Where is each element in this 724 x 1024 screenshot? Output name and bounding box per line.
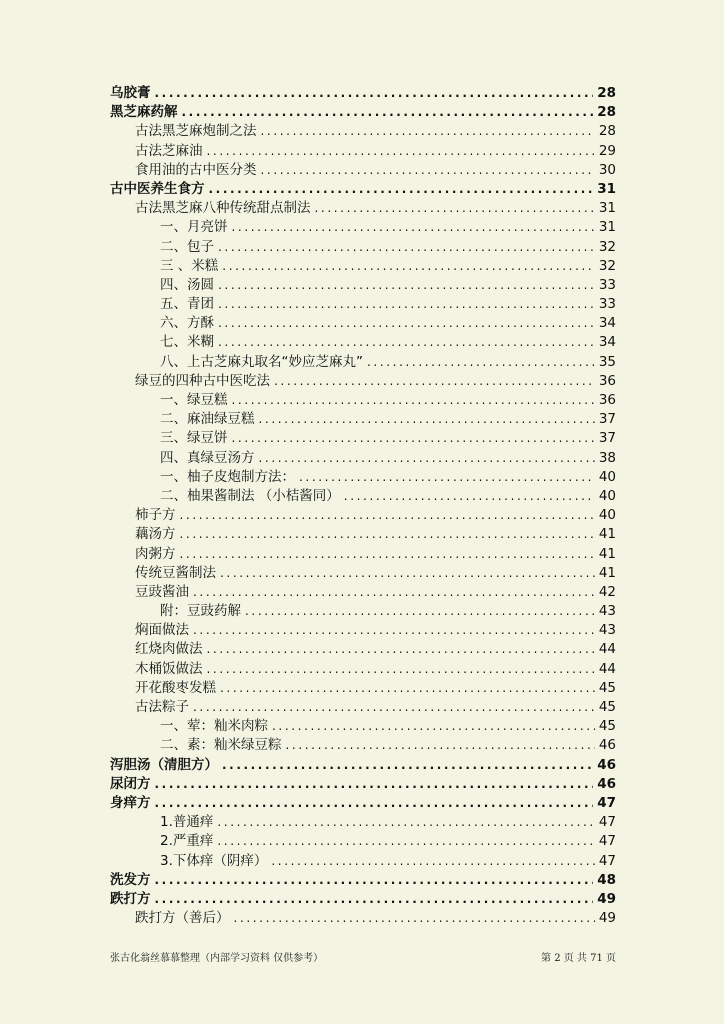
toc-entry[interactable] [110,103,616,122]
toc-entry[interactable] [110,679,616,698]
toc-entry-title: 古法芝麻油 [135,142,203,159]
toc-entry[interactable] [110,238,616,257]
toc-entry[interactable] [110,890,616,909]
footer-page-number: 第 2 页 共 71 页 [541,953,616,964]
toc-entry[interactable] [110,372,616,391]
toc-entry-title: 豆豉酱油 [135,583,189,600]
toc-entry-page: 47 [598,814,616,831]
toc-entry-page: 38 [598,449,616,466]
toc-leader-dots [367,353,595,372]
toc-entry-title: 古中医养生食方 [110,180,205,197]
toc-entry-title: 开花酸枣发糕 [135,679,216,696]
toc-entry-page: 46 [597,756,616,773]
toc-entry-title: 乌胶膏 [110,85,151,101]
toc-entry-page: 33 [598,296,616,313]
toc-entry-title: 泻胆汤（清胆方） [110,756,218,773]
toc-entry[interactable] [110,640,616,659]
toc-entry-title: 五、青团 [160,296,214,313]
toc-leader-dots [245,602,595,621]
toc-entry-title: 跌打方 [110,890,151,907]
toc-entry-page: 34 [598,315,616,332]
toc-leader-dots [180,545,595,564]
toc-entry-title: 2.严重痒 [160,833,214,850]
toc-leader-dots [232,218,595,237]
toc-leader-dots [207,660,595,679]
toc-entry-title: 红烧肉做法 [135,641,203,658]
toc-entry-page: 46 [598,737,616,754]
toc-entry-title: 二、素：籼米绿豆粽 [160,737,282,754]
toc-entry-title: 传统豆酱制法 [135,564,216,581]
toc-entry[interactable] [110,525,616,544]
toc-leader-dots [180,525,595,544]
toc-entry[interactable] [110,276,616,295]
toc-leader-dots [207,142,595,161]
toc-entry-page: 36 [598,372,616,389]
toc-entry[interactable] [110,295,616,314]
toc-entry-page: 44 [598,660,616,677]
toc-leader-dots [271,852,594,871]
toc-entry-page: 35 [598,353,616,370]
toc-entry-title: 七、米糊 [160,334,214,351]
toc-entry-page: 28 [597,104,616,121]
toc-entry-title: 一、绿豆糕 [160,392,228,408]
toc-entry-title: 藕汤方 [135,526,176,543]
toc-leader-dots [218,276,595,295]
toc-entry-page: 47 [598,833,616,850]
toc-entry[interactable] [110,794,616,813]
toc-entry-page: 37 [598,411,616,428]
toc-entry-title: 六、方酥 [160,315,214,332]
toc-entry[interactable] [110,832,616,851]
toc-entry-title: 柿子方 [135,507,176,524]
toc-entry[interactable] [110,122,616,141]
toc-entry-title: 古法黑芝麻炮制之法 [135,123,257,140]
toc-entry-title: 八、上古芝麻丸取名“妙应芝麻丸” [160,353,363,370]
toc-entry-page: 41 [598,545,616,562]
toc-leader-dots [272,717,595,736]
toc-entry[interactable] [110,257,616,276]
toc-leader-dots [193,621,595,640]
toc-entry[interactable] [110,871,616,890]
toc-entry[interactable] [110,410,616,429]
toc-entry-page: 29 [598,142,616,159]
toc-entry-page: 49 [597,890,616,907]
toc-leader-dots [207,640,595,659]
toc-entry-title: 三 、米糕 [160,257,219,274]
toc-entry[interactable] [110,506,616,525]
toc-entry[interactable] [110,161,616,180]
toc-leader-dots [315,199,595,218]
toc-leader-dots [220,679,595,698]
toc-entry[interactable] [110,583,616,602]
toc-entry-title: 绿豆的四种古中医吃法 [135,372,270,389]
toc-leader-dots [218,295,595,314]
toc-entry-page: 47 [598,852,616,869]
toc-entry-page: 47 [597,794,616,811]
toc-entry-page: 48 [597,871,616,888]
toc-entry[interactable] [110,391,616,410]
toc-leader-dots [180,506,595,525]
toc-entry-page: 28 [598,123,616,140]
toc-leader-dots [218,238,595,257]
toc-leader-dots [344,487,595,506]
toc-entry-page: 30 [598,161,616,178]
toc-entry-title: 焖面做法 [135,622,189,639]
toc-entry-title: 四、汤圆 [160,276,214,293]
toc-entry-title: 二、包子 [160,238,214,255]
toc-entry-title: 三、绿豆饼 [160,430,228,447]
toc-entry[interactable] [110,449,616,468]
toc-entry-page: 31 [597,180,616,197]
toc-entry-title: 附：豆豉药解 [160,603,241,620]
toc-leader-dots [193,583,595,602]
toc-leader-dots [259,410,595,429]
toc-leader-dots [218,333,595,352]
toc-entry-page: 41 [598,526,616,543]
toc-entry-page: 40 [598,507,616,524]
toc-leader-dots [155,775,594,794]
toc-leader-dots [217,813,594,832]
toc-entry[interactable] [110,468,616,487]
toc-entry-title: 黑芝麻药解 [110,104,178,121]
toc-entry-title: 木桶饭做法 [135,660,203,677]
toc-entry[interactable] [110,621,616,640]
toc-leader-dots [299,468,595,487]
toc-leader-dots [155,84,594,103]
toc-entry-title: 肉粥方 [135,545,176,562]
toc-entry[interactable] [110,487,616,506]
toc-entry-page: 43 [598,622,616,639]
toc-leader-dots [218,314,595,333]
footer-source-note: 张古化翁丝慕慕整理（内部学习资料 仅供参考） [110,953,324,964]
toc-entry[interactable] [110,353,616,372]
toc-entry-page: 49 [598,910,616,927]
toc-entry-page: 31 [598,200,616,217]
toc-entry-page: 44 [598,641,616,658]
toc-entry-title: 古法粽子 [135,699,189,715]
toc-entry-page: 32 [598,257,616,274]
table-of-contents [110,84,616,928]
toc-entry-page: 32 [598,238,616,255]
toc-entry[interactable] [110,775,616,794]
toc-entry-page: 28 [597,85,616,101]
toc-leader-dots [234,909,595,928]
toc-leader-dots [259,449,595,468]
toc-entry[interactable] [110,564,616,583]
toc-leader-dots [232,391,595,410]
toc-entry[interactable] [110,717,616,736]
toc-entry-page: 40 [598,468,616,485]
toc-entry[interactable] [110,852,616,871]
toc-entry-page: 42 [598,583,616,600]
toc-entry[interactable] [110,429,616,448]
toc-entry-page: 33 [598,276,616,293]
toc-entry[interactable] [110,142,616,161]
toc-entry[interactable] [110,180,616,199]
toc-entry[interactable] [110,602,616,621]
toc-leader-dots [220,564,595,583]
toc-entry-page: 45 [598,679,616,696]
toc-leader-dots [217,832,594,851]
toc-leader-dots [209,180,594,199]
toc-entry-page: 45 [598,699,616,715]
toc-leader-dots [261,122,595,141]
toc-entry-title: 1.普通痒 [160,814,214,831]
toc-leader-dots [155,890,594,909]
toc-entry[interactable] [110,698,616,717]
toc-leader-dots [261,161,595,180]
toc-entry[interactable] [110,199,616,218]
toc-entry-title: 四、真绿豆汤方 [160,449,255,466]
toc-entry-title: 二、麻油绿豆糕 [160,411,255,428]
toc-leader-dots [155,871,594,890]
toc-leader-dots [182,103,594,122]
toc-entry-page: 34 [598,334,616,351]
toc-entry-page: 43 [598,603,616,620]
toc-entry-title: 跌打方（善后） [135,910,230,927]
toc-entry[interactable] [110,314,616,333]
toc-entry[interactable] [110,218,616,237]
toc-entry-title: 洗发方 [110,871,151,888]
toc-entry[interactable] [110,756,616,775]
toc-entry-page: 46 [597,775,616,792]
toc-entry-title: 一、柚子皮炮制方法： [160,468,295,485]
toc-entry-title: 一、荤：籼米肉粽 [160,718,268,735]
toc-leader-dots [274,372,595,391]
toc-entry-title: 尿闭方 [110,775,151,792]
toc-leader-dots [232,429,595,448]
toc-entry[interactable] [110,736,616,755]
toc-leader-dots [193,698,595,717]
toc-entry[interactable] [110,545,616,564]
toc-entry-title: 食用油的古中医分类 [135,161,257,178]
toc-entry[interactable] [110,333,616,352]
toc-entry[interactable] [110,813,616,832]
toc-entry-page: 41 [598,564,616,581]
toc-entry-title: 古法黑芝麻八种传统甜点制法 [135,200,311,217]
toc-entry[interactable] [110,84,616,103]
toc-entry-title: 身痒方 [110,794,151,811]
toc-entry-title: 3.下体痒（阴痒） [160,852,268,869]
toc-leader-dots [222,756,593,775]
toc-entry[interactable] [110,660,616,679]
toc-leader-dots [286,736,595,755]
toc-leader-dots [222,257,595,276]
toc-entry-title: 二、柚果酱制法 （小桔酱同） [160,487,340,504]
toc-entry-title: 一、月亮饼 [160,219,228,236]
toc-entry-page: 37 [598,430,616,447]
toc-entry-page: 36 [598,392,616,408]
toc-entry-page: 40 [598,487,616,504]
toc-entry[interactable] [110,909,616,928]
toc-entry-page: 45 [598,718,616,735]
toc-leader-dots [155,794,594,813]
toc-entry-page: 31 [598,219,616,236]
